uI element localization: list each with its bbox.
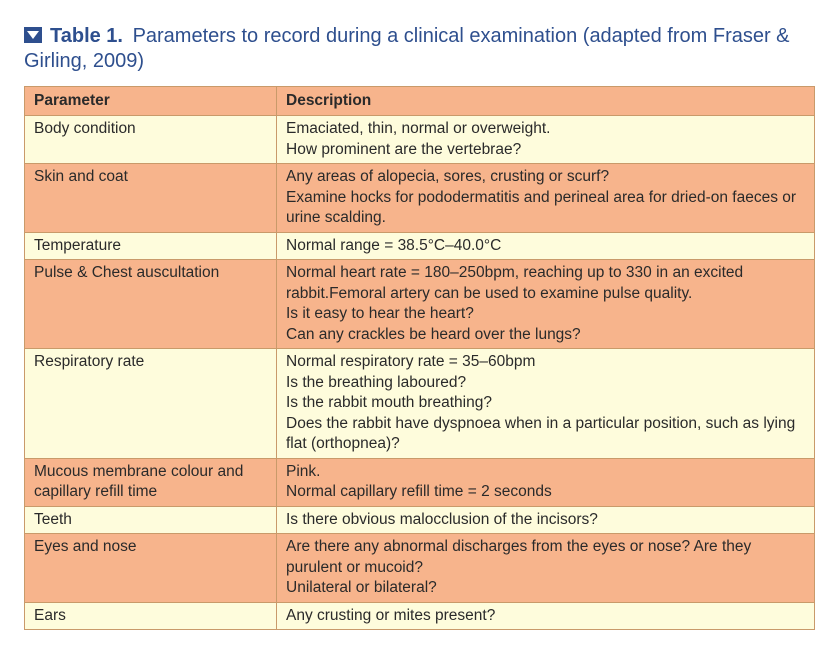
description-line: Normal range = 38.5°C–40.0°C <box>286 236 502 254</box>
description-cell <box>277 534 815 603</box>
table-body <box>25 116 815 630</box>
description-line: Are there any abnormal discharges from the eyes or nose? Are they purulent or mucoid? <box>286 538 752 576</box>
description-line: How prominent are the vertebrae? <box>286 140 522 158</box>
parameter-cell: Temperature <box>25 232 277 260</box>
description-cell <box>277 164 815 233</box>
description-line: Can any crackles be heard over the lungs? <box>286 325 581 343</box>
table-row <box>25 602 815 630</box>
header-parameter: Parameter <box>25 87 277 116</box>
description-line: Unilateral or bilateral? <box>286 579 437 596</box>
table-row <box>25 116 815 164</box>
description-line: Pink. <box>286 462 321 480</box>
description-line: Does the rabbit have dyspnoea when in a particular position, such as lying flat (orthopnea)? <box>286 414 796 452</box>
parameter-cell: Ears <box>25 602 277 630</box>
description-line: Normal respiratory rate = 35–60bpm <box>286 353 536 370</box>
description-line: Is the rabbit mouth breathing? <box>286 394 492 411</box>
caption-marker-icon <box>24 27 42 43</box>
description-cell <box>277 458 815 506</box>
parameter-cell: Teeth <box>25 506 277 534</box>
table-header-row <box>25 87 815 116</box>
table-row <box>25 506 815 534</box>
table-row <box>25 458 815 506</box>
description-line: Emaciated, thin, normal or overweight. <box>286 120 551 137</box>
table-row <box>25 349 815 459</box>
description-cell <box>277 602 815 630</box>
table-row <box>25 164 815 233</box>
parameter-cell: Eyes and nose <box>25 534 277 603</box>
parameter-cell: Skin and coat <box>25 164 277 233</box>
description-line: Any crusting or mites present? <box>286 606 496 624</box>
parameter-cell: Body condition <box>25 116 277 164</box>
header-description: Description <box>277 87 815 116</box>
table-caption <box>24 24 819 74</box>
description-cell <box>277 116 815 164</box>
table-row <box>25 534 815 603</box>
parameter-cell: Respiratory rate <box>25 349 277 459</box>
description-line: Normal capillary refill time = 2 seconds <box>286 483 552 500</box>
parameter-cell: Mucous membrane colour and capillary refill time <box>25 458 277 506</box>
caption-text: Parameters to record during a clinical examination (adapted from Fraser & Girling, 2009) <box>24 25 790 72</box>
parameter-cell: Pulse & Chest auscultation <box>25 260 277 349</box>
description-cell <box>277 506 815 534</box>
description-line: Is it easy to hear the heart? <box>286 305 474 322</box>
description-line: Is there obvious malocclusion of the incisors? <box>286 510 598 528</box>
table-row <box>25 232 815 260</box>
description-line: Examine hocks for pododermatitis and perineal area for dried-on faeces or urine scalding. <box>286 188 797 226</box>
caption-label: Table 1. <box>50 25 123 47</box>
parameters-table <box>24 86 815 630</box>
description-cell <box>277 260 815 349</box>
description-line: Normal heart rate = 180–250bpm, reaching up to 330 in an excited rabbit.Femoral artery can be used to examine pulse quality. <box>286 264 744 302</box>
description-line: Is the breathing laboured? <box>286 373 467 391</box>
table-row <box>25 260 815 349</box>
description-line: Any areas of alopecia, sores, crusting or scurf? <box>286 168 610 185</box>
description-cell <box>277 349 815 459</box>
description-cell <box>277 232 815 260</box>
